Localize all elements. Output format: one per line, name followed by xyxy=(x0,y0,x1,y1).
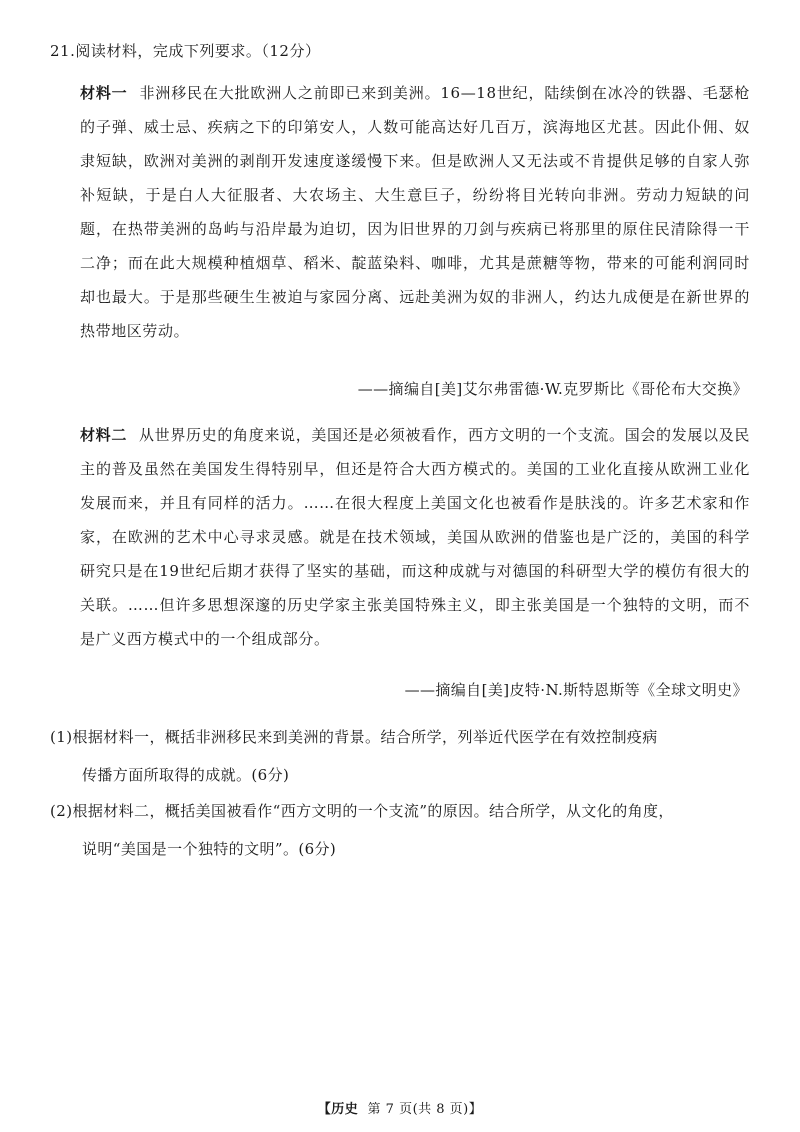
material-two xyxy=(80,418,750,656)
footer-page-number: 第 7 页(共 8 页)】 xyxy=(367,1102,483,1117)
page-footer xyxy=(0,1098,800,1117)
sub-question-2 xyxy=(50,792,750,868)
material-one-label: 材料一 xyxy=(80,84,128,102)
material-two-label: 材料二 xyxy=(80,426,128,444)
material-two-source: ——摘编自[美]皮特·N.斯特恩斯等《全球文明史》 xyxy=(404,681,748,699)
material-two-text: 从世界历史的角度来说，美国还是必须被看作，西方文明的一个支流。国会的发展以及民主的普及虽然在美国发生得特别早，但还是符合大西方模式的。美国的工业化直接从欧洲工业化发展而来，并且有同样的活力。……在很大程度上美国文化也被看作是肤浅的。许多艺术家和作家，在欧洲的艺术中心寻求灵感。就是在技术领域，美国从欧洲的借鉴也是广泛的，美国的科学研究只是在19世纪后期才获得了坚实的基础，而这种成就与对德国的科研型大学的模仿有很大的关联。……但许多思想深邃的历史学家主张美国特殊主义，即主张美国是一个独特的文明，而不是广义西方模式中的一个组成部分。 xyxy=(80,426,750,648)
footer-subject: 【历史 xyxy=(317,1102,359,1117)
sub-question-1 xyxy=(50,718,750,794)
material-one-source: ——摘编自[美]艾尔弗雷德·W.克罗斯比《哥伦布大交换》 xyxy=(357,380,748,398)
sub-question-1-line-1: (1)根据材料一，概括非洲移民来到美洲的背景。结合所学，列举近代医学在有效控制疫病 xyxy=(50,728,658,746)
sub-question-2-line-2: 说明“美国是一个独特的文明”。(6分) xyxy=(82,840,337,858)
sub-question-1-line-2: 传播方面所取得的成就。(6分) xyxy=(82,766,290,784)
sub-question-2-line-1: (2)根据材料二，概括美国被看作“西方文明的一个支流”的原因。结合所学，从文化的角度， xyxy=(50,802,674,820)
material-one xyxy=(80,76,750,348)
material-one-text: 非洲移民在大批欧洲人之前即已来到美洲。16—18世纪，陆续倒在冰冷的铁器、毛瑟枪的子弹、威士忌、疾病之下的印第安人，人数可能高达好几百万，滨海地区尤甚。因此仆佣、奴隶短缺，欧洲对美洲的剥削开发速度遂缓慢下来。但是欧洲人又无法或不肯提供足够的自家人弥补短缺，于是白人大征服者、大农场主、大生意巨子，纷纷将目光转向非洲。劳动力短缺的问题，在热带美洲的岛屿与沿岸最为迫切，因为旧世界的刀剑与疾病已将那里的原住民清除得一干二净；而在此大规模种植烟草、稻米、靛蓝染料、咖啡，尤其是蔗糖等物，带来的可能利润同时却也最大。于是那些硬生生被迫与家园分离、远赴美洲为奴的非洲人，约达九成便是在新世界的热带地区劳动。 xyxy=(80,84,750,340)
question-header: 21.阅读材料，完成下列要求。（12分） xyxy=(50,42,321,60)
